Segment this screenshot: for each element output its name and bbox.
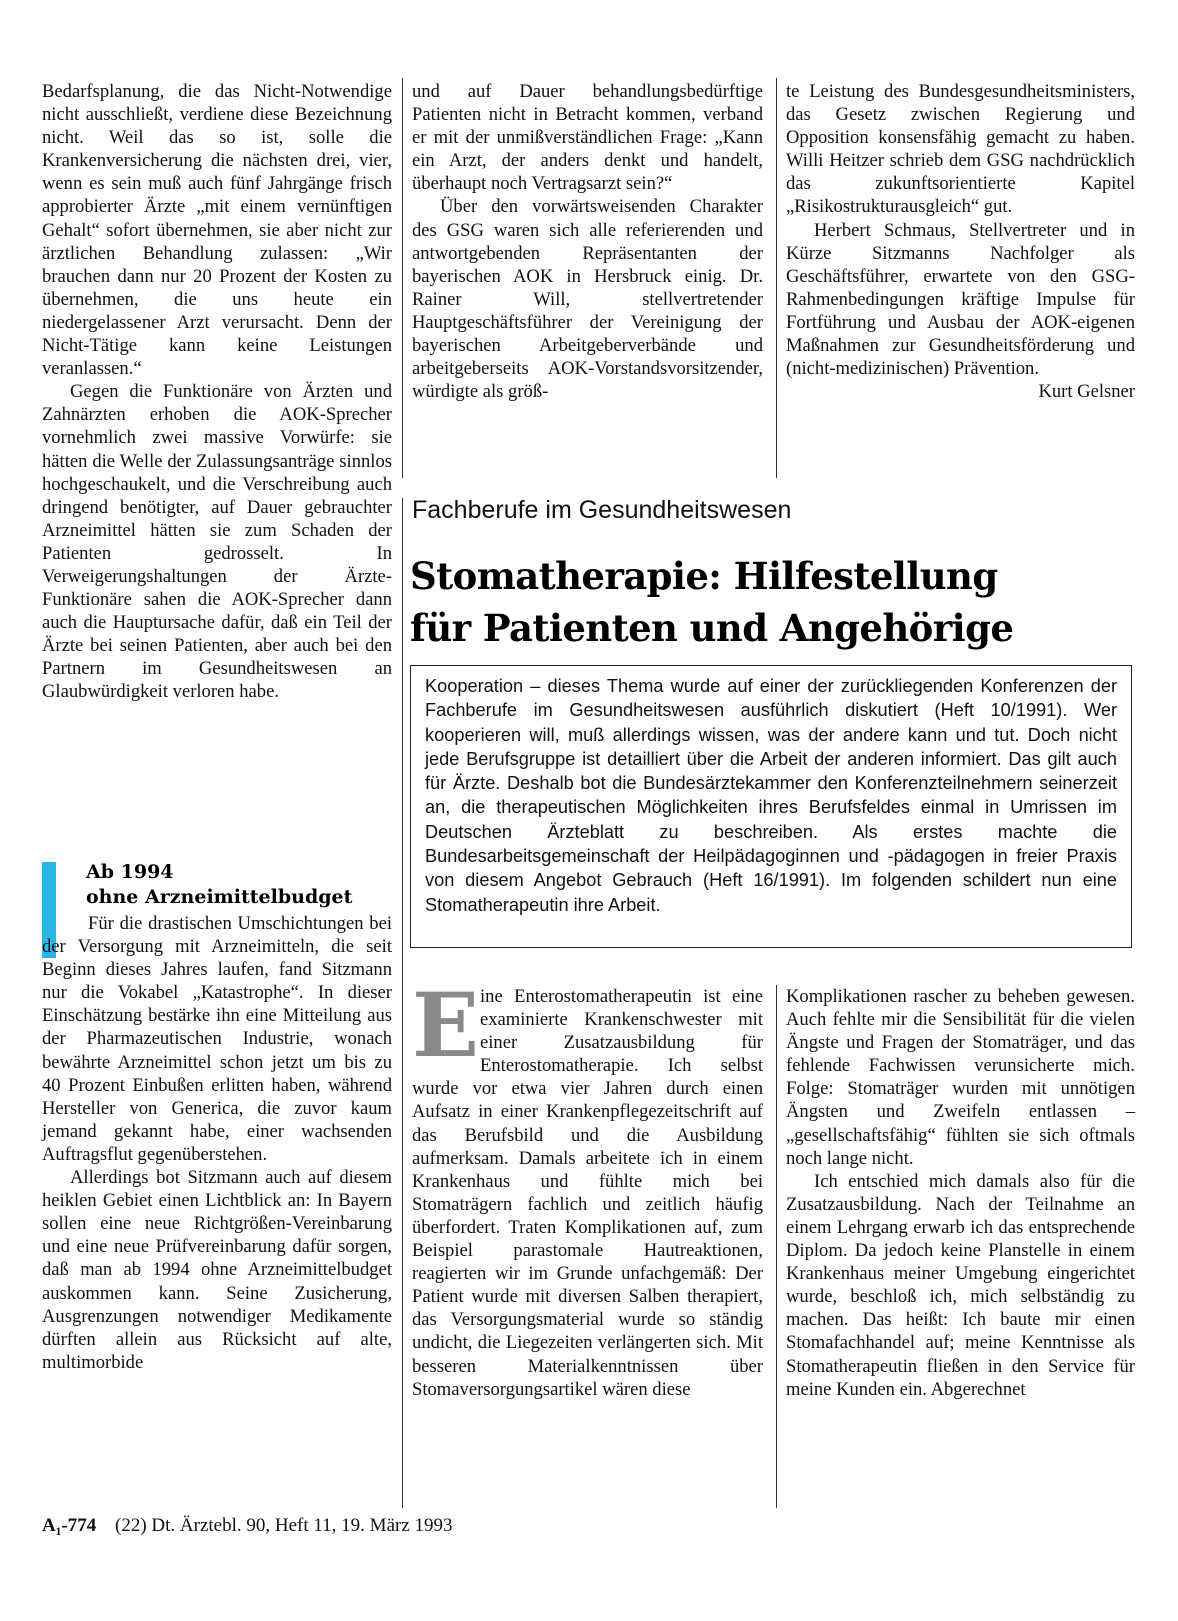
headline-line: für Patienten und Angehörige	[410, 606, 1014, 650]
article-rubric: Fachberufe im Gesundheitswesen	[412, 496, 792, 524]
subheading-line: ohne Arzneimittelbudget	[86, 886, 353, 908]
paragraph-text: ine Enterostomatherapeutin ist eine examinierte Krankenschwester mit einer Zusatzausbildung für Enterostomatherapie. Ich selbst wurde vor etwa vier Jahren durch einen Aufsatz in einer Krankenpflegezeitschrift auf das Berufsbild und die Ausbildung aufmerksam. Damals arbeitete ich in einem Krankenhaus und fühlte mich bei Stomaträgern fachlich und zeitlich häufig überfordert. Traten Komplikationen auf, zum Beispiel parastomale Hautreaktionen, reagierten wir im Grunde unfachgemäß: Der Patient wurde mit diversen Salben therapiert, das Versorgungsmaterial wurde so ständig undicht, die Liegezeiten verlängerten sich. Mit besseren Materialkenntnissen über Stomaversorgungsartikel wären diese	[412, 986, 763, 1400]
column-rule	[776, 78, 777, 478]
intro-box: Kooperation – dieses Thema wurde auf einer der zurückliegenden Konferenzen der Fachberufe im Gesundheitswesen ausführlich diskutiert (Heft 10/1991). Wer kooperieren will, muß allerdings wissen, was der andere kann und tut. Doch nicht jede Berufsgruppe ist detailliert über die Arbeit der anderen informiert. Das gilt auch für Ärzte. Deshalb bot die Bundesärztekammer den Konferenzteilnehmern seinerzeit an, die therapeutischen Möglichkeiten ihres Berufsfeldes einmal in Umrissen im Deutschen Ärzteblatt zu beschreiben. Als erstes machte die Bundesarbeitsgemeinschaft der Heilpädagoginnen und -pädagogen in freier Praxis von diesem Angebot Gebrauch (Heft 16/1991). Im folgenden schildert nun eine Stomatherapeutin ihre Arbeit.	[410, 665, 1132, 948]
paragraph: Gegen die Funktionäre von Ärzten und Zahnärzten erhoben die AOK-Sprecher vornehmlich zwei massive Vorwürfe: sie hätten die Welle der Zulassungsanträge sinnlos hochgeschaukelt, und die Verschreibung auch dringend benötigter, auf Dauer gebrauchter Arzneimittel hätten sie zum Schaden der Patienten gedrosselt. In Verweigerungshaltungen der Ärzte-Funktionäre sahen die AOK-Sprecher dann auch die Hauptursache dafür, daß ein Teil der Ärzte bei seinen Patienten, aber auch bei den Partnern im Gesundheitswesen an Glaubwürdigkeit verloren habe.	[42, 381, 392, 703]
paragraph: Bedarfsplanung, die das Nicht-Notwendige nicht ausschließt, verdiene diese Bezeichnung nicht. Weil das so ist, solle die Krankenversicherung die nächsten drei, vier, wenn es sein muß auch fünf Jahrgänge frisch approbierter Ärzte „mit einem vernünftigen Gehalt“ sofort übernehmen, sie aber nicht zur ärztlichen Behandlung zulassen: „Wir brauchen dann nur 20 Prozent der Kosten zu übernehmen, die uns heute ein niedergelassener Arzt verursacht. Denn der Nicht-Tätige kann keine Leistungen veranlassen.“	[42, 81, 392, 380]
headline-line: Stomatherapie: Hilfestellung	[410, 554, 998, 598]
prev-article-column-1-continued	[42, 912, 392, 1374]
paragraph: Allerdings bot Sitzmann auch auf diesem heiklen Gebiet einen Lichtblick an: In Bayern sollen eine neue Richtgrößen-Vereinbarung und eine neue Prüfvereinbarung dafür sorgen, daß man ab 1994 ohne Arzneimittelbudget auskommen kann. Seine Zusicherung, Ausgrenzungen notwendiger Medikamente dürften allein aus Rücksicht auf alte, multimorbide	[42, 1167, 392, 1373]
subheading-line: Ab 1994	[86, 861, 174, 883]
prev-article-column-2	[412, 80, 763, 403]
column-rule	[402, 498, 403, 1508]
paragraph: te Leistung des Bundesgesundheitsministers, das Gesetz zwischen Regierung und Opposition konsensfähig gemacht zu haben. Willi Heitzer schrieb dem GSG nachdrücklich das zukunftsorientierte Kapitel „Risikostrukturausgleich“ gut.	[786, 81, 1135, 218]
author-signature: Kurt Gelsner	[1038, 381, 1135, 403]
section-subheading	[42, 860, 392, 910]
drop-cap: E	[412, 973, 480, 1077]
paragraph: und auf Dauer behandlungsbedürftige Patienten nicht in Betracht kommen, verband er mit der unmißverständlichen Frage: „Kann ein Arzt, der anders denkt und handelt, überhaupt noch Vertragsarzt sein?“	[412, 81, 763, 195]
column-rule	[402, 78, 403, 478]
paragraph	[412, 973, 763, 1401]
article-body-column-1	[412, 973, 763, 1401]
prev-article-column-3	[786, 80, 1135, 403]
paragraph: Komplikationen rascher zu beheben gewesen. Auch fehlte mir die Sensibilität für die vielen Ängste und Fragen der Stomaträger, und das fehlende Fachwissen verunsicherte mich. Folge: Stomaträger wurden mit unnötigen Ängsten und Zweifeln entlassen – „gesellschaftsfähig“ fühlten sie sich oftmals noch lange nicht.	[786, 986, 1135, 1169]
paragraph	[786, 219, 1135, 403]
page-code: A₁-774	[42, 1515, 97, 1536]
paragraph: Ich entschied mich damals also für die Zusatzausbildung. Nach der Teilnahme an einem Lehrgang erwarb ich das entsprechende Diplom. Da jedoch keine Planstelle in einem Krankenhaus meiner Umgebung eingerichtet wurde, beschloß ich, mich selbständig zu machen. Das heißt: Ich baute mir einen Stomafachhandel auf; meine Kenntnisse als Stomatherapeutin fließen in den Service für meine Kunden ein. Abgerechnet	[786, 1170, 1135, 1400]
citation: (22) Dt. Ärztebl. 90, Heft 11, 19. März 1993	[115, 1515, 453, 1536]
prev-article-column-1	[42, 80, 392, 704]
article-body-column-2	[786, 985, 1135, 1401]
paragraph: Für die drastischen Umschichtungen bei der Versorgung mit Arzneimitteln, die seit Beginn dieses Jahres laufen, fand Sitzmann nur die Vokabel „Katastrophe“. In dieser Einschätzung bestärke ihn eine Mitteilung aus der Pharmazeutischen Industrie, wonach bewährte Arzneimittel schon jetzt um bis zu 40 Prozent Einbußen erlitten haben, während Hersteller von Generica, die zuvor kaum jemand gekannt habe, einer wachsenden Auftragsflut gegenüberstehen.	[42, 913, 392, 1165]
paragraph-text: Herbert Schmaus, Stellvertreter und in Kürze Sitzmanns Nachfolger als Geschäftsführer, erwartete von den GSG-Rahmenbedingungen kräftige Impulse für Fortführung und Ausbau der AOK-eigenen Maßnahmen zur Gesundheitsförderung und (nicht-medizinischen) Prävention.	[786, 219, 1135, 380]
column-rule	[776, 985, 777, 1508]
page-footer	[42, 1515, 742, 1537]
article-headline	[410, 550, 1150, 654]
paragraph: Über den vorwärtsweisenden Charakter des GSG waren sich alle referierenden und antwortgebenden Repräsentanten der bayerischen AOK in Hersbruck einig. Dr. Rainer Will, stellvertretender Hauptgeschäftsführer der Vereinigung der bayerischen Arbeitgeberverbände und arbeitgeberseits AOK-Vorstandsvorsitzender, würdigte als größ-	[412, 196, 763, 403]
